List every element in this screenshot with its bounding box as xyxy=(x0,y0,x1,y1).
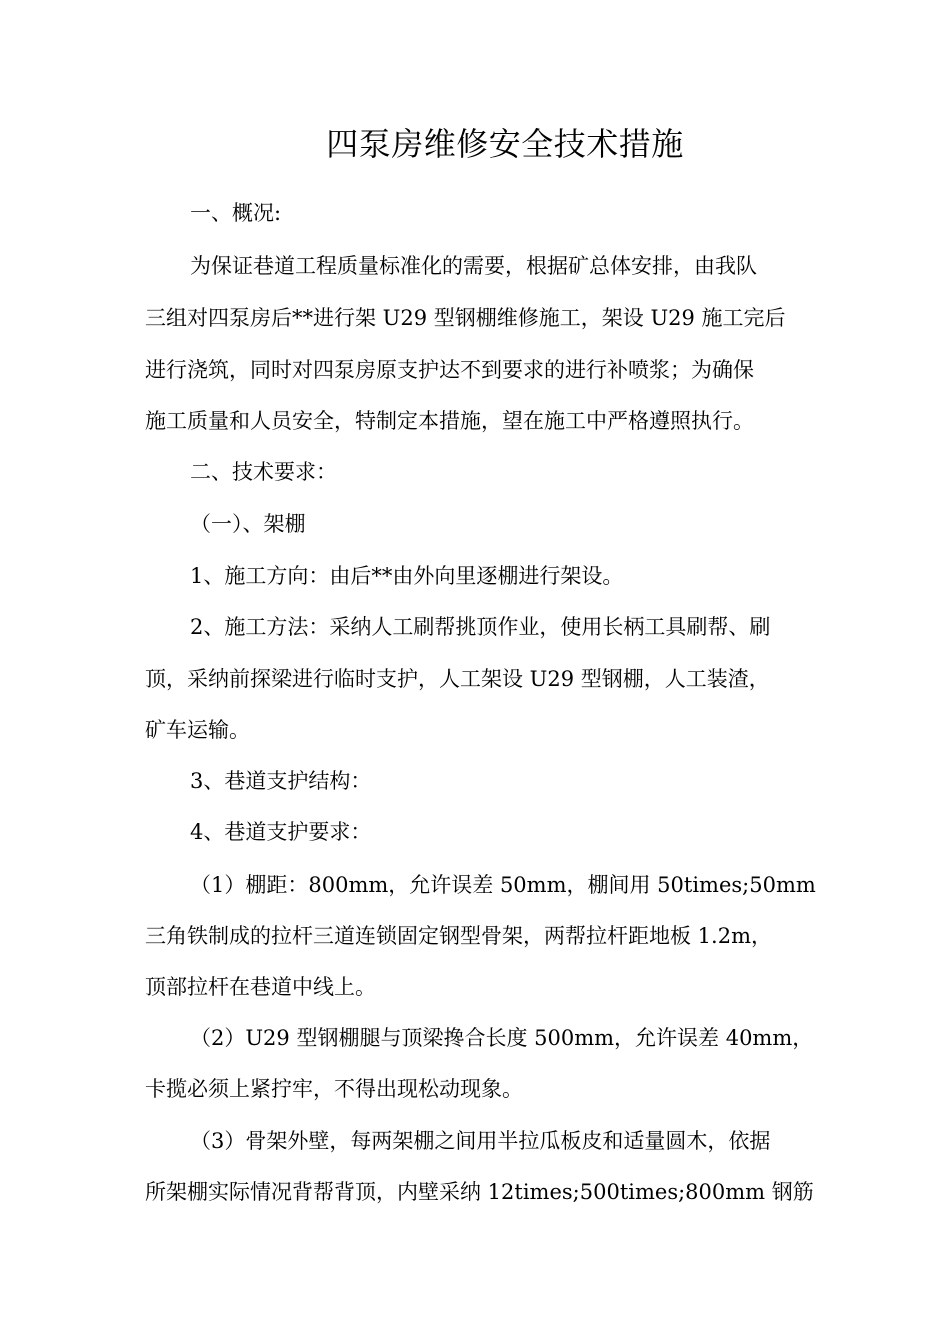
paragraph-line: 顶部拉杆在巷道中线上。 xyxy=(145,975,376,999)
paragraph-line: 三角铁制成的拉杆三道连锁固定钢型骨架，两帮拉杆距地板 1.2m， xyxy=(145,924,772,948)
subsection-heading: （一）、架棚 xyxy=(190,512,306,536)
paragraph-line: （3）骨架外壁，每两架棚之间用半拉瓜板皮和适量圆木，依据 xyxy=(190,1129,771,1153)
paragraph-line: （2）U29 型钢棚腿与顶梁搀合长度 500mm，允许误差 40mm， xyxy=(190,1026,814,1050)
section-heading-technical: 二、技术要求： xyxy=(190,460,337,484)
paragraph-line: 三组对四泵房后**进行架 U29 型钢棚维修施工，架设 U29 施工完后 xyxy=(145,306,786,330)
paragraph-line: （1）棚距：800mm，允许误差 50mm，棚间用 50times;50mm xyxy=(190,873,816,897)
paragraph-line: 矿车运输。 xyxy=(145,718,250,742)
paragraph-line: 1、施工方向：由后**由外向里逐棚进行架设。 xyxy=(190,564,624,588)
paragraph-line: 为保证巷道工程质量标准化的需要，根据矿总体安排，由我队 xyxy=(190,254,757,278)
document-title: 四泵房维修安全技术措施 xyxy=(326,125,684,163)
paragraph-line: 3、巷道支护结构： xyxy=(190,769,372,793)
section-heading-overview: 一、概况: xyxy=(190,201,282,225)
paragraph-line: 所架棚实际情况背帮背顶，内壁采纳 12times;500times;800mm 钢筋 xyxy=(145,1180,814,1204)
paragraph-line: 卡揽必须上紧拧牢，不得出现松动现象。 xyxy=(145,1077,523,1101)
paragraph-line: 施工质量和人员安全，特制定本措施，望在施工中严格遵照执行。 xyxy=(145,409,754,433)
paragraph-line: 顶，采纳前探梁进行临时支护，人工架设 U29 型钢棚，人工装渣， xyxy=(145,667,770,691)
paragraph-line: 4、巷道支护要求： xyxy=(190,820,372,844)
paragraph-line: 进行浇筑，同时对四泵房原支护达不到要求的进行补喷浆；为确保 xyxy=(145,358,754,382)
paragraph-line: 2、施工方法：采纳人工刷帮挑顶作业，使用长柄工具刷帮、刷 xyxy=(190,615,771,639)
